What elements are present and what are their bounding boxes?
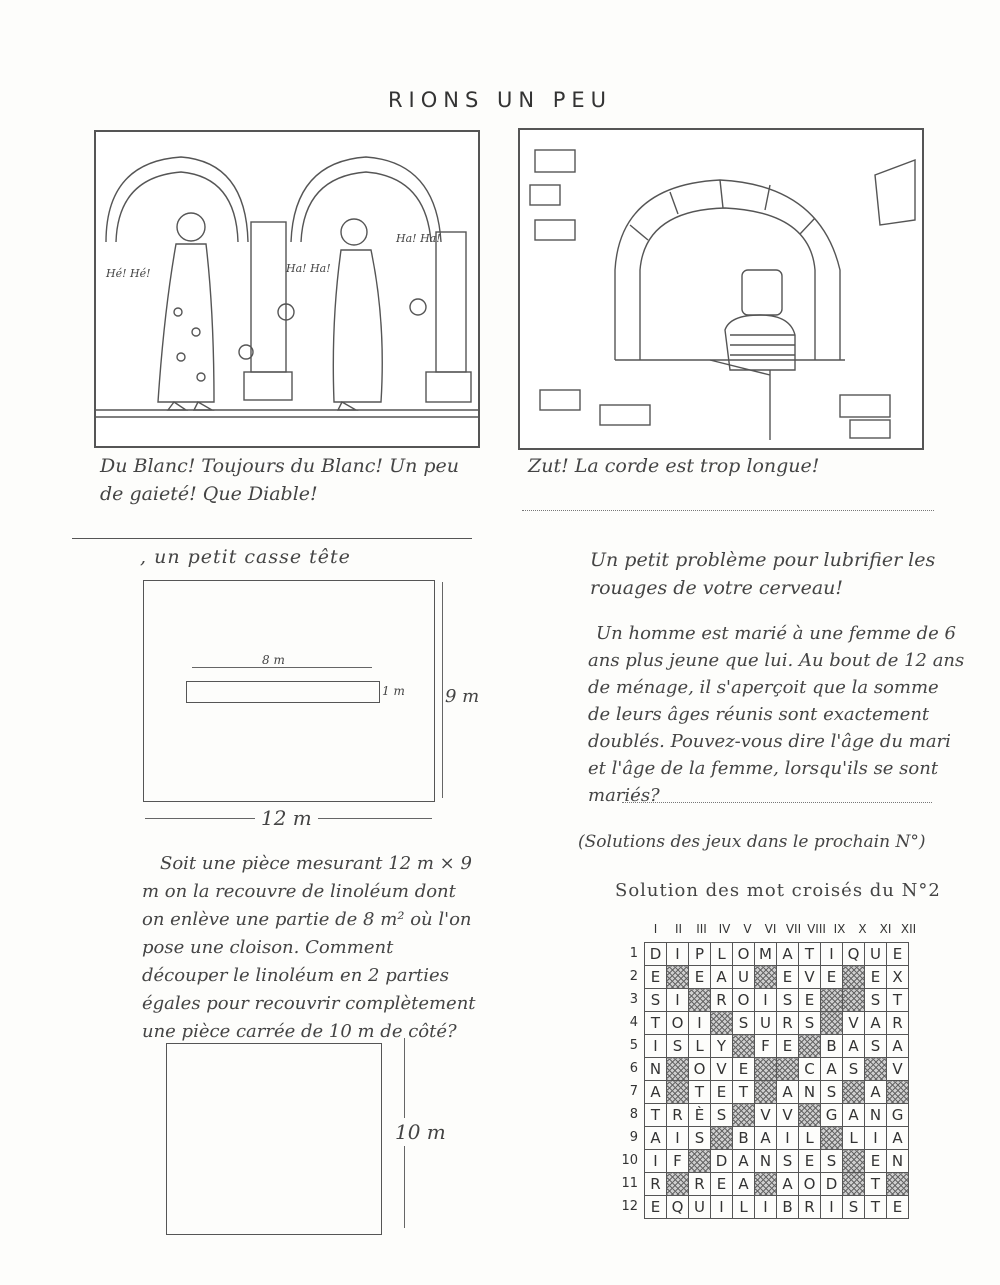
crossword-cell: L (689, 1035, 711, 1058)
crossword-cell: V (711, 1058, 733, 1081)
crossword-cell: V (777, 1104, 799, 1127)
crossword-cell: S (777, 989, 799, 1012)
partition-length-label: 8 m (262, 653, 285, 667)
crossword-cell: E (821, 966, 843, 989)
square-diagram (166, 1043, 382, 1235)
crossword-black-cell (843, 989, 865, 1012)
crossword-cell: E (711, 1173, 733, 1196)
crossword-cell: A (645, 1127, 667, 1150)
crossword-cell: N (799, 1081, 821, 1104)
crossword-row (645, 1104, 909, 1127)
crossword-row (645, 943, 909, 966)
cartoon-right-caption: Zut! La corde est trop longue! (528, 455, 820, 477)
crossword-cell: G (887, 1104, 909, 1127)
crossword-black-cell (667, 966, 689, 989)
crossword-cell: E (777, 1035, 799, 1058)
crossword-cell: R (799, 1196, 821, 1219)
crossword-row-number: 4 (629, 1015, 638, 1030)
crossword-black-cell (689, 1150, 711, 1173)
crossword-black-cell (821, 989, 843, 1012)
crossword-cell: B (821, 1035, 843, 1058)
crossword-row (645, 1035, 909, 1058)
crossword-cell: S (843, 1196, 865, 1219)
crossword-cell: A (711, 966, 733, 989)
crossword-cell: A (645, 1081, 667, 1104)
crossword-column-header: I (653, 922, 658, 936)
divider-right-top (522, 510, 934, 511)
crossword-cell: A (755, 1127, 777, 1150)
crossword-black-cell (887, 1173, 909, 1196)
cartoon-monks-illustration (96, 132, 478, 446)
crossword-cell: E (865, 1150, 887, 1173)
crossword-cell: I (821, 943, 843, 966)
crossword-cell: B (733, 1127, 755, 1150)
crossword-column-header: II (674, 922, 683, 936)
crossword-cell: S (711, 1104, 733, 1127)
divider-left-top (72, 538, 472, 539)
crossword-row-number: 5 (629, 1038, 638, 1053)
crossword-cell: A (887, 1035, 909, 1058)
crossword-row (645, 966, 909, 989)
crossword-cell: C (799, 1058, 821, 1081)
crossword-cell: U (733, 966, 755, 989)
crossword-cell: O (799, 1173, 821, 1196)
crossword-cell: A (843, 1035, 865, 1058)
crossword-cell: T (733, 1081, 755, 1104)
crossword-cell: S (865, 989, 887, 1012)
crossword-black-cell (755, 1081, 777, 1104)
crossword-cell: I (667, 1127, 689, 1150)
crossword-row (645, 1196, 909, 1219)
partition-length-arrow (192, 667, 372, 668)
crossword-cell: L (733, 1196, 755, 1219)
divider-right-middle (622, 802, 932, 803)
crossword-cell: P (689, 943, 711, 966)
crossword-cell: E (689, 966, 711, 989)
crossword-cell: U (865, 943, 887, 966)
crossword-cell: E (733, 1058, 755, 1081)
crossword-cell: D (645, 943, 667, 966)
crossword-cell: B (777, 1196, 799, 1219)
crossword-black-cell (865, 1058, 887, 1081)
crossword-cell: I (755, 1196, 777, 1219)
crossword-cell: L (799, 1127, 821, 1150)
crossword-column-header: IV (718, 922, 731, 936)
crossword-cell: A (733, 1173, 755, 1196)
crossword-cell: I (645, 1150, 667, 1173)
crossword-cell: L (711, 943, 733, 966)
crossword-cell: T (689, 1081, 711, 1104)
crossword-cell: L (843, 1127, 865, 1150)
crossword-cell: S (821, 1081, 843, 1104)
crossword-cell: U (689, 1196, 711, 1219)
crossword-title: Solution des mot croisés du N°2 (615, 880, 941, 901)
crossword-row (645, 1081, 909, 1104)
crossword-cell: I (821, 1196, 843, 1219)
crossword-cell: A (733, 1150, 755, 1173)
crossword-cell: M (755, 943, 777, 966)
crossword-row (645, 1127, 909, 1150)
crossword-cell: N (865, 1104, 887, 1127)
crossword-cell: O (733, 989, 755, 1012)
crossword-row-number: 1 (629, 946, 638, 961)
crossword-cell: T (865, 1173, 887, 1196)
problem-title: Un petit problème pour lubrifier les rouages de votre cerveau! (590, 549, 936, 599)
crossword-cell: R (689, 1173, 711, 1196)
crossword-cell: E (711, 1081, 733, 1104)
crossword-cell: D (821, 1173, 843, 1196)
crossword-black-cell (667, 1058, 689, 1081)
crossword-cell: E (887, 943, 909, 966)
crossword-cell: F (667, 1150, 689, 1173)
crossword-cell: I (645, 1035, 667, 1058)
crossword-cell: E (865, 966, 887, 989)
crossword-column-header: III (696, 922, 707, 936)
crossword-black-cell (843, 1081, 865, 1104)
crossword-cell: E (645, 966, 667, 989)
partition-height-label: 1 m (382, 684, 405, 698)
speech-bubble-1: Hé! Hé! (106, 267, 151, 280)
partition-rectangle (186, 681, 380, 703)
crossword-cell: E (887, 1196, 909, 1219)
crossword-row-number: 3 (629, 992, 638, 1007)
page-title: RIONS UN PEU (387, 88, 613, 112)
crossword-cell: N (755, 1150, 777, 1173)
crossword-cell: O (689, 1058, 711, 1081)
crossword-row-number: 10 (621, 1153, 638, 1168)
crossword-black-cell (843, 1150, 865, 1173)
crossword-cell: Q (843, 943, 865, 966)
crossword-cell: N (645, 1058, 667, 1081)
crossword-black-cell (821, 1012, 843, 1035)
crossword-cell: I (777, 1127, 799, 1150)
crossword-row-number: 2 (629, 969, 638, 984)
crossword-column-header: VIII (807, 922, 826, 936)
crossword-row-number: 12 (621, 1199, 638, 1214)
problem-text: Un homme est marié à une femme de 6 ans plus jeune que lui. Au bout de 12 ans de ménage, il s'aperçoit que la somme de leurs âges réunis sont exactement doublés. Pouvez-vous dire l'âge du mari et l'âge de la femme, lorsqu'ils se sont mariés? (588, 623, 965, 806)
crossword-cell: I (711, 1196, 733, 1219)
crossword-black-cell (843, 1173, 865, 1196)
crossword-cell: R (777, 1012, 799, 1035)
crossword-column-header: V (743, 922, 752, 936)
crossword-cell: È (689, 1104, 711, 1127)
crossword-cell: I (667, 943, 689, 966)
room-width-label: 12 m (255, 806, 318, 830)
crossword-row-numbers (616, 942, 642, 1222)
crossword-row-number: 9 (629, 1130, 638, 1145)
crossword-black-cell (667, 1081, 689, 1104)
crossword-cell: A (777, 943, 799, 966)
crossword-cell: F (755, 1035, 777, 1058)
crossword-row-number: 8 (629, 1107, 638, 1122)
crossword-cell: V (799, 966, 821, 989)
crossword-black-cell (755, 1173, 777, 1196)
crossword-cell: U (755, 1012, 777, 1035)
crossword-cell: Y (711, 1035, 733, 1058)
crossword-black-cell (733, 1104, 755, 1127)
room-diagram (143, 580, 435, 802)
crossword-cell: X (887, 966, 909, 989)
crossword-cell: S (733, 1012, 755, 1035)
crossword-cell: A (777, 1173, 799, 1196)
crossword-black-cell (711, 1127, 733, 1150)
crossword-cell: T (887, 989, 909, 1012)
crossword-cell: S (843, 1058, 865, 1081)
cartoon-left-caption: Du Blanc! Toujours du Blanc! Un peu de gaieté! Que Diable! (100, 455, 460, 505)
crossword-row (645, 989, 909, 1012)
crossword-black-cell (843, 966, 865, 989)
crossword-cell: A (821, 1058, 843, 1081)
crossword-cell: E (777, 966, 799, 989)
crossword-black-cell (799, 1035, 821, 1058)
puzzle-title: , un petit casse tête (140, 546, 351, 568)
crossword-cell: S (821, 1150, 843, 1173)
speech-bubble-2: Ha! Ha! (286, 262, 331, 275)
crossword-black-cell (733, 1035, 755, 1058)
crossword-black-cell (711, 1012, 733, 1035)
crossword-cell: A (777, 1081, 799, 1104)
crossword-black-cell (689, 989, 711, 1012)
crossword-row-number: 7 (629, 1084, 638, 1099)
crossword-cell: T (645, 1012, 667, 1035)
crossword-cell: R (887, 1012, 909, 1035)
crossword-black-cell (799, 1104, 821, 1127)
cartoon-window-illustration (520, 130, 922, 448)
crossword-cell: V (755, 1104, 777, 1127)
crossword-cell: O (733, 943, 755, 966)
crossword-column-header: VI (764, 922, 777, 936)
solutions-note: (Solutions des jeux dans le prochain N°) (578, 832, 926, 852)
crossword-cell: A (865, 1081, 887, 1104)
cartoon-panel-right (518, 128, 924, 450)
crossword-cell: I (689, 1012, 711, 1035)
crossword-black-cell (887, 1081, 909, 1104)
crossword-row (645, 1058, 909, 1081)
crossword-column-header: XII (900, 922, 917, 936)
crossword-cell: R (711, 989, 733, 1012)
puzzle-text: Soit une pièce mesurant 12 m × 9 m on la recouvre de linoléum dont on enlève une partie de 8 m² où l'on pose une cloison. Comment découper le linoléum en 2 parties égales pour recouvrir complètement une pièce carrée de 10 m de côté? (142, 853, 476, 1042)
crossword-cell: T (799, 943, 821, 966)
crossword-cell: D (711, 1150, 733, 1173)
crossword-cell: I (865, 1127, 887, 1150)
crossword-row (645, 1150, 909, 1173)
cartoon-panel-left (94, 130, 480, 448)
crossword-cell: O (667, 1012, 689, 1035)
crossword-cell: I (755, 989, 777, 1012)
square-side-label: 10 m (395, 1120, 446, 1144)
crossword-cell: A (865, 1012, 887, 1035)
crossword-black-cell (755, 1058, 777, 1081)
crossword-column-header: X (858, 922, 867, 936)
crossword-cell: S (689, 1127, 711, 1150)
crossword-row-number: 11 (621, 1176, 638, 1191)
crossword-column-header: XI (879, 922, 892, 936)
crossword-cell: S (667, 1035, 689, 1058)
crossword-cell: S (799, 1012, 821, 1035)
crossword-row (645, 1173, 909, 1196)
crossword-cell: A (887, 1127, 909, 1150)
room-height-arrow (442, 582, 443, 798)
crossword-cell: V (887, 1058, 909, 1081)
room-height-label: 9 m (445, 686, 480, 707)
crossword-cell: S (645, 989, 667, 1012)
crossword-cell: E (799, 989, 821, 1012)
crossword-cell: A (843, 1104, 865, 1127)
crossword-cell: E (799, 1150, 821, 1173)
crossword-cell: I (667, 989, 689, 1012)
crossword-cell: T (645, 1104, 667, 1127)
crossword-cell: R (645, 1173, 667, 1196)
crossword-cell: E (645, 1196, 667, 1219)
speech-bubble-3: Ha! Ha! (396, 232, 441, 245)
crossword-black-cell (777, 1058, 799, 1081)
crossword-cell: S (865, 1035, 887, 1058)
crossword-cell: R (667, 1104, 689, 1127)
crossword-black-cell (821, 1127, 843, 1150)
crossword-grid (644, 942, 909, 1219)
crossword-column-headers (644, 918, 934, 937)
crossword-cell: T (865, 1196, 887, 1219)
crossword-column-header: IX (833, 922, 846, 936)
crossword-cell: N (887, 1150, 909, 1173)
crossword-cell: S (777, 1150, 799, 1173)
crossword-row (645, 1012, 909, 1035)
crossword-cell: G (821, 1104, 843, 1127)
crossword-black-cell (667, 1173, 689, 1196)
crossword-column-header: VII (785, 922, 802, 936)
crossword-black-cell (755, 966, 777, 989)
crossword-cell: V (843, 1012, 865, 1035)
crossword-row-number: 6 (629, 1061, 638, 1076)
crossword-cell: Q (667, 1196, 689, 1219)
